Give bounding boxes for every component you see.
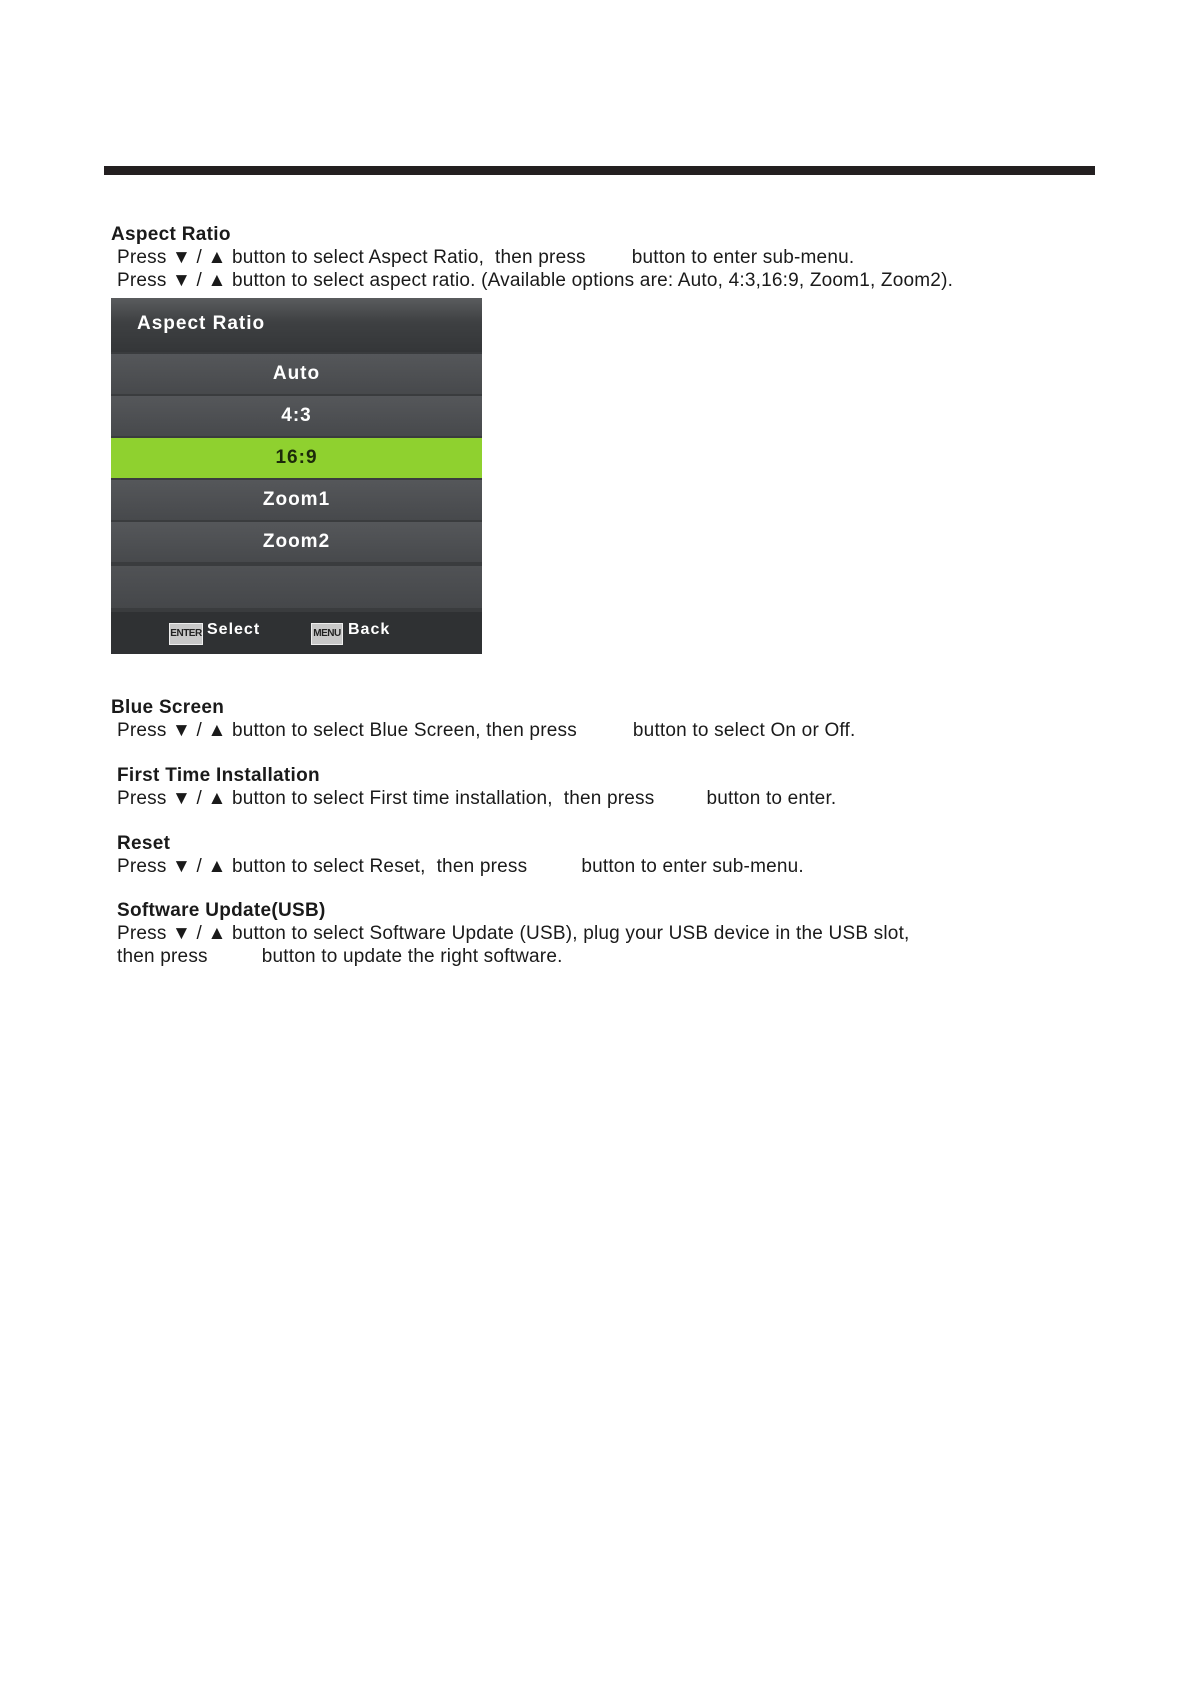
software-update-instruction-1: Press ▼ / ▲ button to select Software Update (USB), plug your USB device in the USB slot, [117, 923, 910, 944]
first-time-installation-heading: First Time Installation [117, 765, 320, 786]
menu-empty-row [111, 566, 482, 608]
enter-key-icon: ENTER [169, 623, 203, 645]
blue-screen-section [111, 697, 1111, 742]
menu-item-zoom1[interactable]: Zoom1 [111, 480, 482, 520]
aspect-ratio-instruction-1: Press ▼ / ▲ button to select Aspect Ratio, then press button to enter sub-menu. [117, 247, 855, 268]
reset-instruction: Press ▼ / ▲ button to select Reset, then press button to enter sub-menu. [117, 856, 804, 877]
reset-heading: Reset [117, 833, 171, 854]
first-time-installation-instruction: Press ▼ / ▲ button to select First time installation, then press button to enter. [117, 788, 837, 809]
blue-screen-heading: Blue Screen [111, 697, 225, 718]
menu-footer [111, 612, 482, 654]
first-time-installation-section [111, 765, 1111, 810]
aspect-ratio-instruction-2: Press ▼ / ▲ button to select aspect ratio. (Available options are: Auto, 4:3,16:9, Zoom1, Zoom2). [117, 270, 954, 291]
software-update-heading: Software Update(USB) [117, 900, 326, 921]
reset-section [111, 833, 1111, 878]
menu-key-icon: MENU [311, 623, 343, 645]
aspect-ratio-heading: Aspect Ratio [111, 224, 231, 245]
aspect-ratio-section [111, 224, 1111, 292]
menu-item-16-9[interactable]: 16:9 [111, 438, 482, 478]
top-rule [104, 166, 1095, 175]
menu-item-4-3[interactable]: 4:3 [111, 396, 482, 436]
menu-header [111, 298, 482, 352]
menu-item-zoom2[interactable]: Zoom2 [111, 522, 482, 562]
select-label: Select [207, 621, 261, 638]
menu-title: Aspect Ratio [137, 313, 266, 334]
blue-screen-instruction: Press ▼ / ▲ button to select Blue Screen, then press button to select On or Off. [117, 720, 856, 741]
software-update-instruction-2: then press button to update the right software. [117, 946, 563, 967]
back-label: Back [348, 621, 391, 638]
menu-item-auto[interactable]: Auto [111, 354, 482, 394]
aspect-ratio-menu [111, 298, 482, 654]
software-update-section [111, 900, 1111, 968]
